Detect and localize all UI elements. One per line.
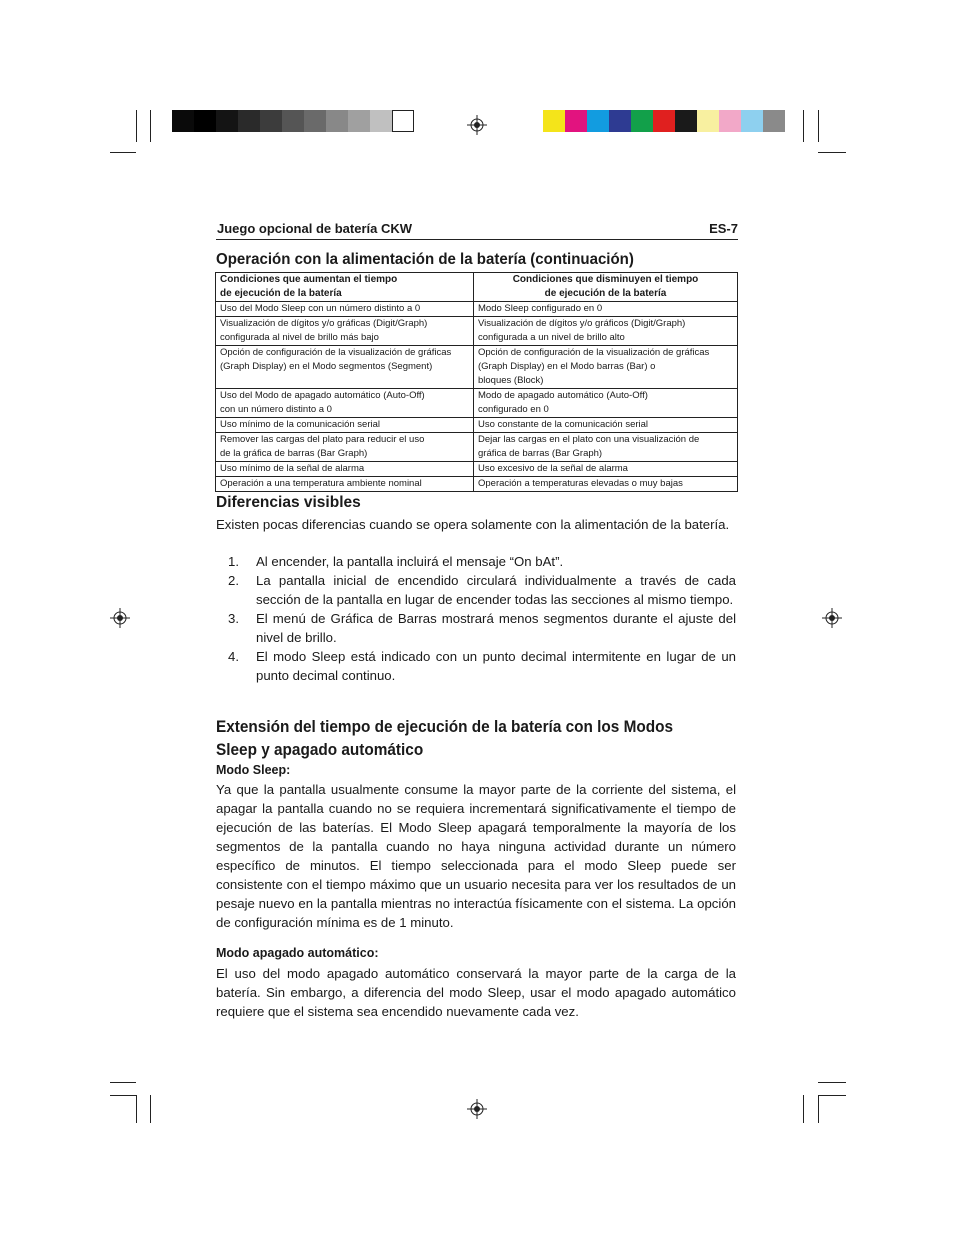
table-cell: Visualización de dígitos y/o gráficos (Digit/Graph) configurada a un nivel de brillo alto [474, 317, 738, 346]
crop-mark [818, 1095, 819, 1123]
table-cell: Opción de configuración de la visualización de gráficas (Graph Display) en el Modo barras (Bar) o bloques (Block) [474, 346, 738, 389]
color-swatch [763, 110, 785, 132]
header-title: Juego opcional de batería CKW [217, 221, 413, 236]
registration-mark-icon [110, 608, 130, 628]
crop-mark [818, 152, 846, 153]
table-row [216, 317, 738, 346]
crop-mark [803, 1095, 804, 1123]
table-cell: Uso mínimo de la señal de alarma [216, 462, 474, 477]
crop-mark [150, 1095, 151, 1123]
table-cell: Modo Sleep configurado en 0 [474, 302, 738, 317]
subheading: Modo Sleep: [216, 763, 291, 777]
table-cell: Dejar las cargas en el plato con una visualización de gráfica de barras (Bar Graph) [474, 433, 738, 462]
process-color-bar [543, 110, 785, 132]
paragraph: El uso del modo apagado automático conservará la mayor parte de la carga de la batería. Sin embargo, a diferencia del modo Sleep, usar el modo apagado automático requiere que el sistema sea encendido nuevamente cada vez. [216, 966, 736, 1019]
gray-color-bar [172, 110, 414, 132]
color-swatch [609, 110, 631, 132]
crop-mark [110, 1082, 136, 1083]
section-title: Operación con la alimentación de la batería (continuación) [216, 251, 634, 268]
color-swatch [741, 110, 763, 132]
color-swatch [348, 110, 370, 132]
table-cell: Opción de configuración de la visualización de gráficas (Graph Display) en el Modo segmentos (Segment) [216, 346, 474, 389]
crop-mark [110, 1095, 136, 1096]
running-header [216, 221, 738, 240]
table-cell: Modo de apagado automático (Auto-Off) configurado en 0 [474, 389, 738, 418]
list-number: 4. [228, 649, 239, 664]
section-heading: Extensión del tiempo de ejecución de la batería con los Modos Sleep y apagado automático [216, 718, 674, 759]
color-swatch [238, 110, 260, 132]
table-cell: Uso mínimo de la comunicación serial [216, 418, 474, 433]
list-text: El menú de Gráfica de Barras mostrará menos segmentos durante el ajuste del nivel de brillo. [256, 611, 736, 645]
registration-mark-icon [467, 1099, 487, 1119]
table-row [216, 477, 738, 492]
page-number: ES-7 [709, 221, 738, 236]
color-swatch [719, 110, 741, 132]
paragraph: Existen pocas diferencias cuando se opera solamente con la alimentación de la batería. [216, 517, 730, 532]
table-row [216, 418, 738, 433]
table-row [216, 302, 738, 317]
color-swatch [260, 110, 282, 132]
table-row [216, 462, 738, 477]
column-header: Condiciones que aumentan el tiempo de ejecución de la batería [216, 273, 474, 302]
table-cell: Operación a una temperatura ambiente nominal [216, 477, 474, 492]
color-swatch [370, 110, 392, 132]
crop-mark [136, 1095, 137, 1123]
list-item [216, 552, 736, 571]
table-row [216, 389, 738, 418]
color-swatch [194, 110, 216, 132]
table-header-row [216, 273, 738, 302]
color-swatch [587, 110, 609, 132]
list-text: El modo Sleep está indicado con un punto decimal intermitente en lugar de un punto decimal continuo. [256, 649, 736, 683]
table-cell: Uso del Modo de apagado automático (Auto-Off) con un número distinto a 0 [216, 389, 474, 418]
crop-mark [136, 110, 137, 142]
table-cell: Remover las cargas del plato para reducir el uso de la gráfica de barras (Bar Graph) [216, 433, 474, 462]
numbered-list [216, 552, 736, 685]
crop-mark [803, 110, 804, 142]
color-swatch [653, 110, 675, 132]
registration-mark-icon [467, 115, 487, 135]
subheading: Modo apagado automático: [216, 946, 379, 960]
table-cell: Uso constante de la comunicación serial [474, 418, 738, 433]
color-swatch [216, 110, 238, 132]
crop-mark [818, 1095, 846, 1096]
color-swatch [675, 110, 697, 132]
list-item [216, 609, 736, 647]
table-row [216, 346, 738, 389]
table-cell: Uso excesivo de la señal de alarma [474, 462, 738, 477]
list-text: La pantalla inicial de encendido circulará individualmente a través de cada sección de la pantalla en lugar de encender todas las secciones al mismo tiempo. [256, 573, 736, 607]
list-number: 1. [228, 554, 239, 569]
color-swatch [543, 110, 565, 132]
battery-conditions-table [215, 272, 738, 492]
color-swatch [326, 110, 348, 132]
table-cell: Visualización de dígitos y/o gráficas (Digit/Graph) configurada al nivel de brillo más bajo [216, 317, 474, 346]
crop-mark [818, 110, 819, 142]
table-cell: Uso del Modo Sleep con un número distinto a 0 [216, 302, 474, 317]
crop-mark [150, 110, 151, 142]
list-number: 3. [228, 611, 239, 626]
registration-mark-icon [822, 608, 842, 628]
column-header: Condiciones que disminuyen el tiempo de ejecución de la batería [474, 273, 738, 302]
subsection-title: Diferencias visibles [216, 494, 361, 511]
list-number: 2. [228, 573, 239, 588]
color-swatch [631, 110, 653, 132]
color-swatch [392, 110, 414, 132]
color-swatch [304, 110, 326, 132]
list-item [216, 647, 736, 685]
color-swatch [282, 110, 304, 132]
list-item [216, 571, 736, 609]
color-swatch [697, 110, 719, 132]
crop-mark [818, 1082, 846, 1083]
paragraph: Ya que la pantalla usualmente consume la mayor parte de la corriente del sistema, el apagar la pantalla cuando no se requiera incrementará significativamente el tiempo de ejecución de las baterías. El Modo Sleep apagará temporalmente la mayoría de los segmentos de la pantalla cuando no haya ninguna actividad durante un número específico de minutos. El tiempo seleccionada para el modo Sleep puede ser consistente con el tiempo máximo que un usuario necesita para ver los resultados de un pesaje nuevo en la pantalla mientras no interactúa físicamente con el sistema. La opción de configuración mínima es de 1 minuto. [216, 782, 736, 930]
table-cell: Operación a temperaturas elevadas o muy bajas [474, 477, 738, 492]
crop-mark [110, 152, 136, 153]
table-row [216, 433, 738, 462]
list-text: Al encender, la pantalla incluirá el mensaje “On bAt”. [256, 554, 564, 569]
color-swatch [172, 110, 194, 132]
color-swatch [565, 110, 587, 132]
